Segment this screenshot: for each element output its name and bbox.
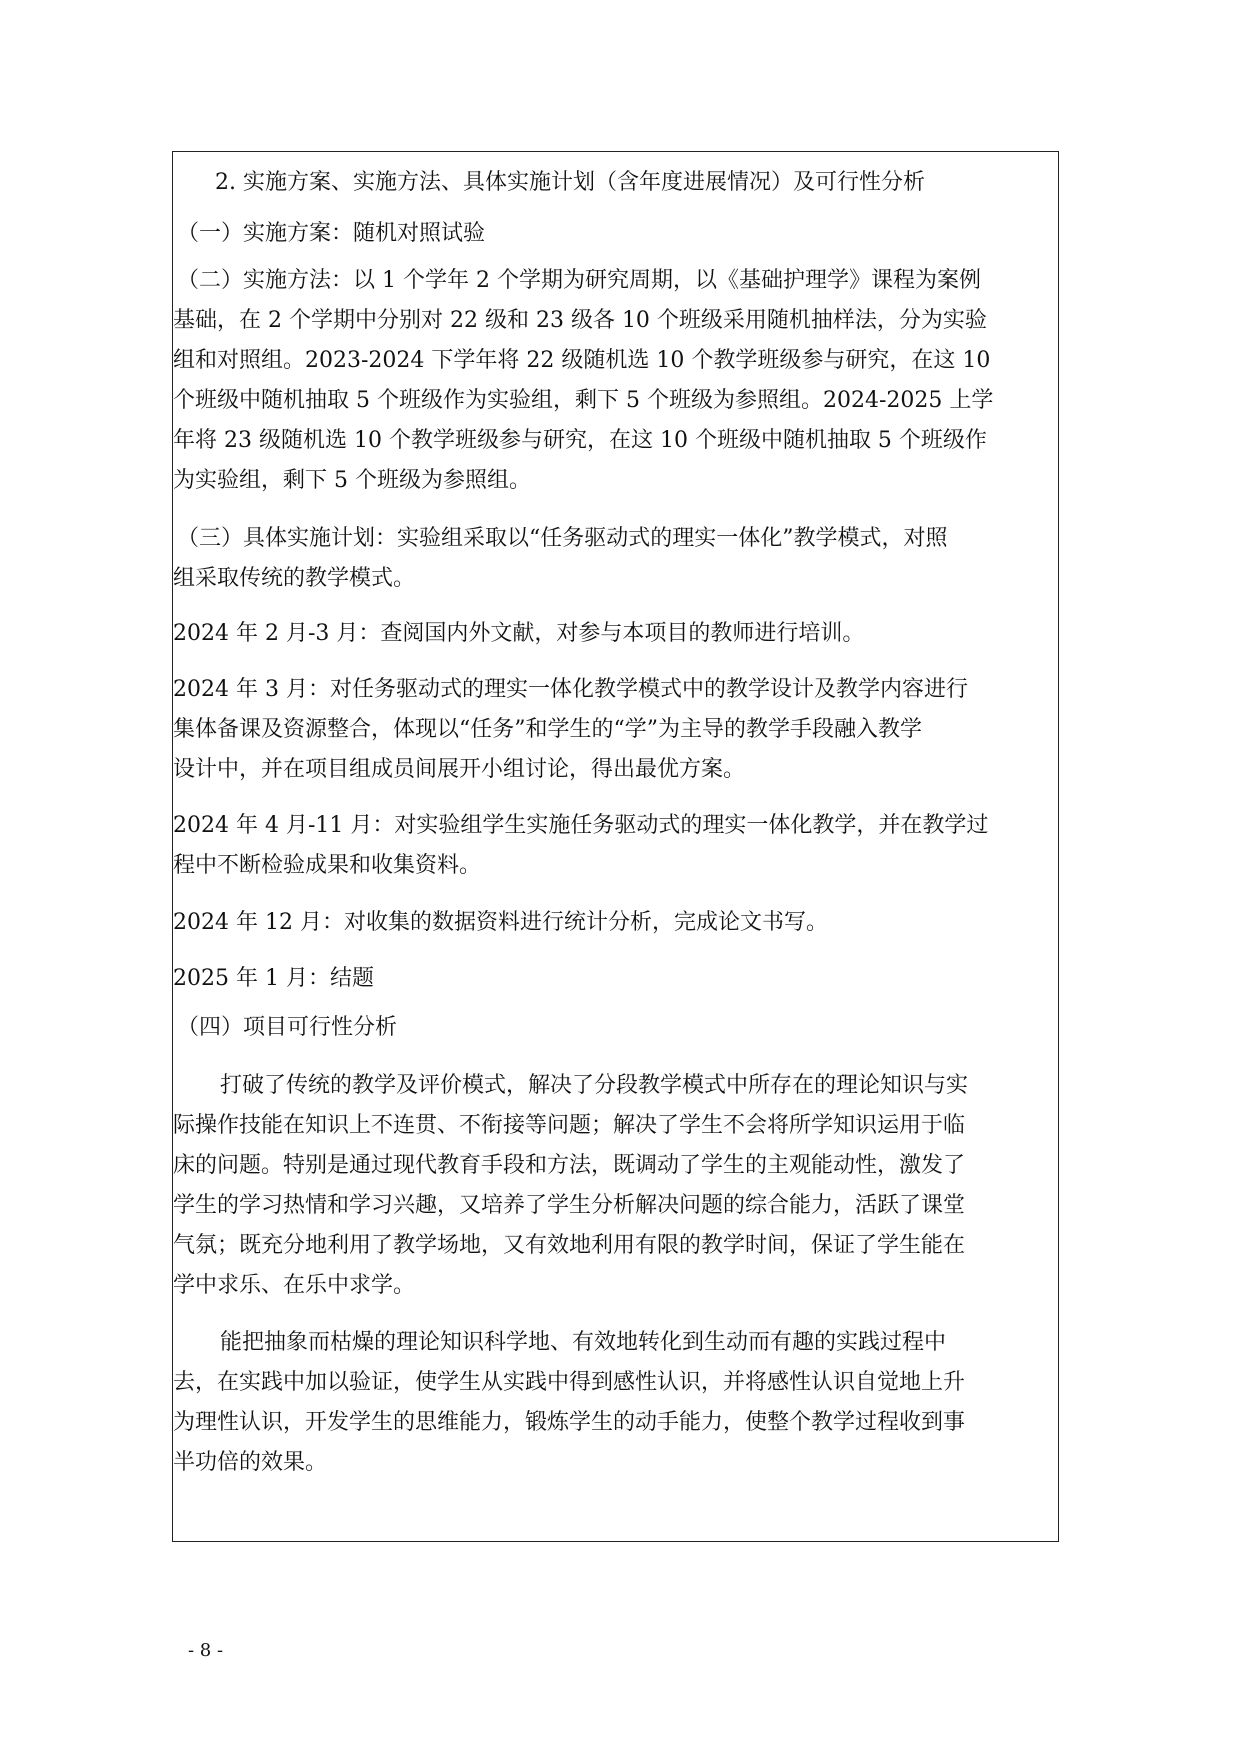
paragraph-line: 床的问题。特别是通过现代教育手段和方法，既调动了学生的主观能动性，激发了 [173,1153,966,1178]
paragraph-line: 组采取传统的教学模式。 [173,566,416,591]
paragraph-line: 为理性认识，开发学生的思维能力，锻炼学生的动手能力，使整个教学过程收到事 [173,1410,966,1435]
schedule-item: 2024 年 3 月：对任务驱动式的理实一体化教学模式中的教学设计及教学内容进行 [173,677,968,702]
paragraph-line: 组和对照组。2023-2024 下学年将 22 级随机选 10 个教学班级参与研究，在这 10 [173,348,991,373]
paragraph-line: 半功倍的效果。 [173,1450,328,1475]
paragraph-line: 打破了传统的教学及评价模式，解决了分段教学模式中所存在的理论知识与实 [220,1073,969,1098]
document-body [173,152,1058,1541]
schedule-item: 2024 年 12 月：对收集的数据资料进行统计分析，完成论文书写。 [173,910,828,935]
subheading-feasibility: （四）项目可行性分析 [177,1015,398,1040]
paragraph-line: 学中求乐、在乐中求学。 [173,1273,416,1298]
schedule-item: 2024 年 2 月-3 月：查阅国内外文献，对参与本项目的教师进行培训。 [173,621,865,646]
schedule-item: 集体备课及资源整合，体现以“任务”和学生的“学”为主导的教学手段融入教学 [173,717,922,742]
section-heading: 2. 实施方案、实施方法、具体实施计划（含年度进展情况）及可行性分析 [215,170,925,195]
paragraph-line: 去，在实践中加以验证，使学生从实践中得到感性认识，并将感性认识自觉地上升 [173,1370,966,1395]
paragraph-line: 年将 23 级随机选 10 个教学班级参与研究，在这 10 个班级中随机抽取 5 个班级作 [173,428,987,453]
page-number: - 8 - [188,1640,224,1661]
paragraph-line: 个班级中随机抽取 5 个班级作为实验组，剩下 5 个班级为参照组。2024-2025 上学 [173,388,994,413]
schedule-item: 2025 年 1 月：结题 [173,966,374,991]
content-table-cell-continued [172,1352,1059,1542]
paragraph-line: 际操作技能在知识上不连贯、不衔接等问题；解决了学生不会将所学知识运用于临 [173,1113,966,1138]
subheading-plan: （一）实施方案：随机对照试验 [177,221,486,246]
paragraph-line: （二）实施方法：以 1 个学年 2 个学期为研究周期，以《基础护理学》课程为案例 [177,268,981,293]
paragraph-line: 能把抽象而枯燥的理论知识科学地、有效地转化到生动而有趣的实践过程中 [220,1330,947,1355]
schedule-item: 程中不断检验成果和收集资料。 [173,853,482,878]
paragraph-line: 基础，在 2 个学期中分别对 22 级和 23 级各 10 个班级采用随机抽样法，分为实验 [173,308,987,333]
content-table-cell [172,151,1059,1542]
schedule-item: 设计中，并在项目组成员间展开小组讨论，得出最优方案。 [173,757,746,782]
paragraph-line: 为实验组，剩下 5 个班级为参照组。 [173,468,531,493]
paragraph-line: 气氛；既充分地利用了教学场地，又有效地利用有限的教学时间，保证了学生能在 [173,1233,966,1258]
paragraph-line: （三）具体实施计划：实验组采取以“任务驱动式的理实一体化”教学模式，对照 [177,526,948,551]
schedule-item: 2024 年 4 月-11 月：对实验组学生实施任务驱动式的理实一体化教学，并在教学过 [173,813,989,838]
paragraph-line: 学生的学习热情和学习兴趣，又培养了学生分析解决问题的综合能力，活跃了课堂 [173,1193,966,1218]
